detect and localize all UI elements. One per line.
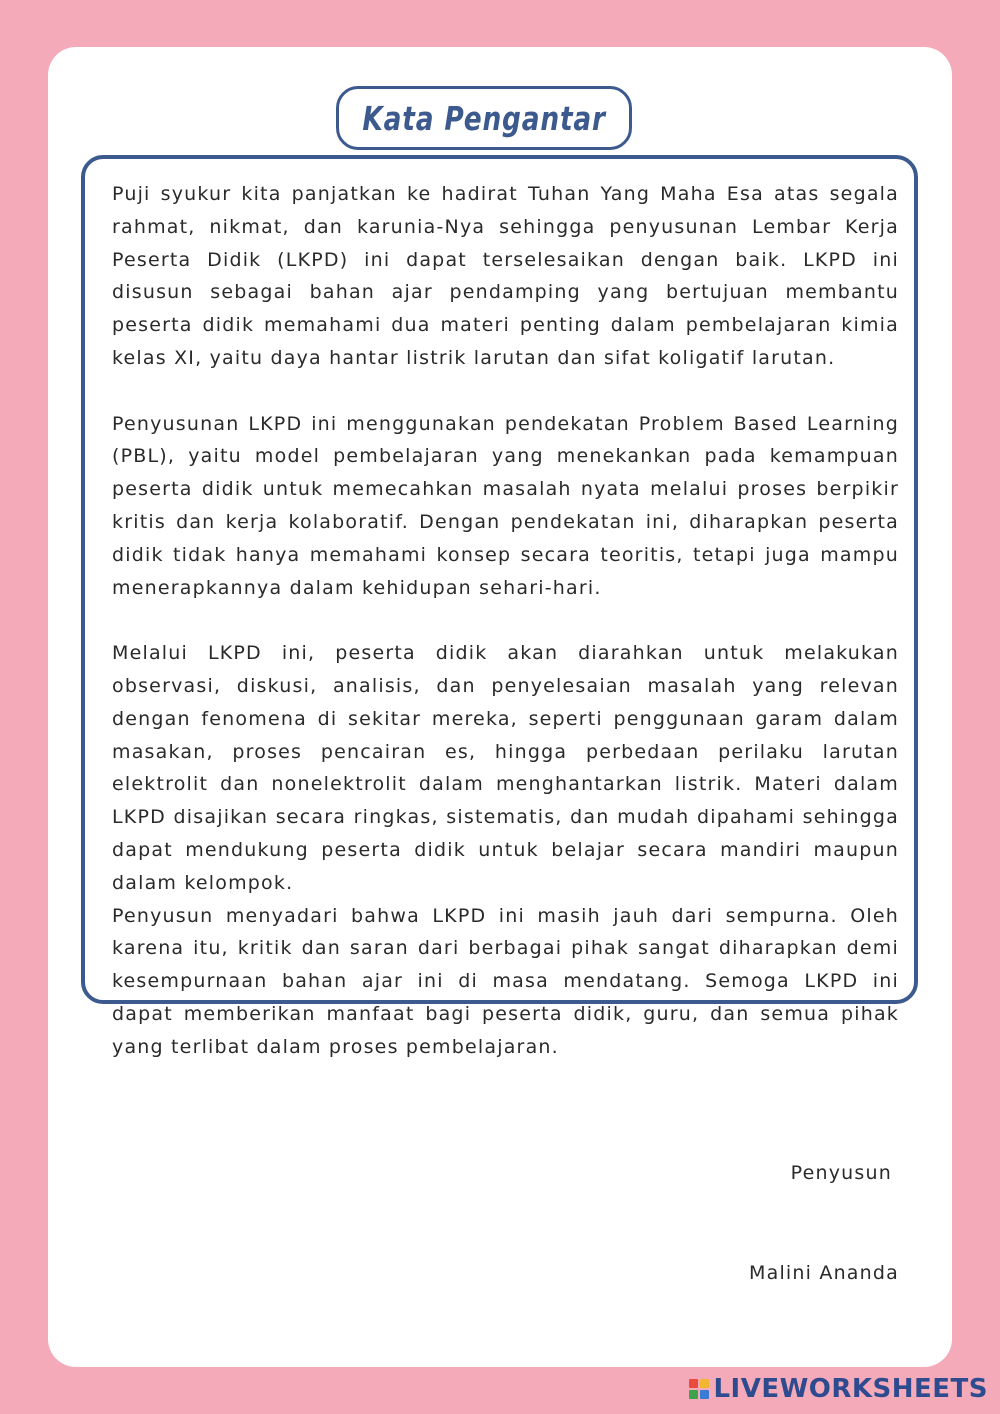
logo-square-blue [700,1390,709,1399]
paragraph-1: Puji syukur kita panjatkan ke hadirat Tuhan Yang Maha Esa atas segala rahmat, nikmat, dan karunia-Nya sehingga penyusunan Lembar Kerja Peserta Didik (LKPD) ini dapat terselesaikan dengan baik. LKPD ini disusun sebagai bahan ajar pendamping yang bertujuan membantu peserta didik memahami dua materi penting dalam pembelajaran kimia kelas XI, yaitu daya hantar listrik larutan dan sifat koligatif larutan. [112,183,899,369]
logo-square-yellow [700,1379,709,1388]
paragraph-gap [112,375,899,408]
signature-name: Malini Ananda [749,1262,899,1284]
page-title: Kata Pengantar [362,98,606,138]
logo-square-green [689,1390,698,1399]
paragraph-3: Melalui LKPD ini, peserta didik akan diarahkan untuk melakukan observasi, diskusi, analisis, dan penyelesaian masalah yang relevan dengan fenomena di sekitar mereka, seperti penggunaan garam dalam masakan, proses pencairan es, hingga perbedaan perilaku larutan elektrolit dan nonelektrolit dalam menghantarkan listrik. Materi dalam LKPD disajikan secara ringkas, sistematis, dan mudah dipahami sehingga dapat mendukung peserta didik untuk belajar secara mandiri maupun dalam kelompok. [112,642,899,894]
liveworksheets-watermark[interactable] [689,1374,988,1404]
paragraph-4: Penyusun menyadari bahwa LKPD ini masih jauh dari sempurna. Oleh karena itu, kritik dan saran dari berbagai pihak sangat diharapkan demi kesempurnaan bahan ajar ini di masa mendatang. Semoga LKPD ini dapat memberikan manfaat bagi peserta didik, guru, dan semua pihak yang terlibat dalam proses pembelajaran. [112,904,899,1058]
liveworksheets-logo-icon [689,1379,709,1399]
signature-role: Penyusun [790,1162,892,1184]
paragraph-2: Penyusunan LKPD ini menggunakan pendekatan Problem Based Learning (PBL), yaitu model pembelajaran yang menekankan pada kemampuan peserta didik untuk memecahkan masalah nyata melalui proses berpikir kritis dan kerja kolaboratif. Dengan pendekatan ini, diharapkan peserta didik tidak hanya memahami konsep secara teoritis, tetapi juga mampu menerapkannya dalam kehidupan sehari-hari. [112,412,899,599]
foreword-text [112,178,899,1064]
watermark-text: LIVEWORKSHEETS [713,1374,988,1404]
logo-square-red [689,1379,698,1388]
paragraph-gap [112,604,899,637]
title-badge [336,86,632,150]
